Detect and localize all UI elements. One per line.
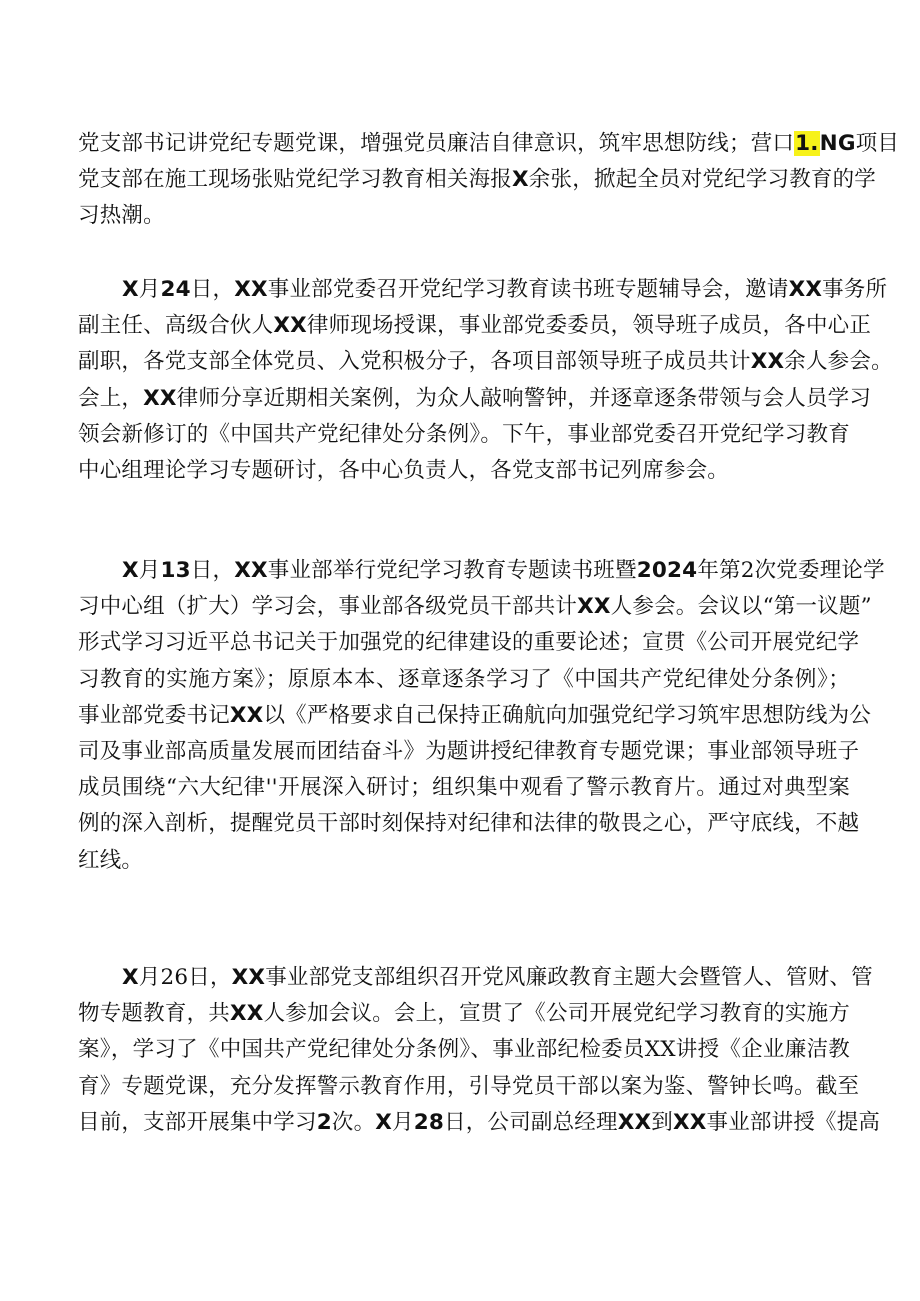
paragraph-2	[78, 272, 893, 489]
text-line: 习中心组（扩大）学习会，事业部各级党员干部共计XX人参会。会议以“第一议题”	[78, 594, 872, 620]
text-line: 副主任、高级合伙人XX律师现场授课，事业部党委委员，领导班子成员，各中心正	[78, 313, 872, 339]
paragraph-3	[78, 553, 885, 879]
text-line: 习教育的实施方案》；原原本本、逐章逐条学习了《中国共产党纪律处分条例》；	[78, 666, 850, 692]
text-line: 习热潮。	[78, 203, 165, 229]
text-line: X月13日，XX事业部举行党纪学习教育专题读书班暨2024年第2次党委理论学	[122, 558, 885, 583]
text-line: 育》专题党课，充分发挥警示教育作用，引导党员干部以案为鉴、警钟长鸣。截至	[78, 1073, 860, 1099]
text-line: 司及事业部高质量发展而团结奋斗》为题讲授纪律教育专题党课；事业部领导班子	[78, 739, 860, 765]
text-line: X月26日，XX事业部党支部组织召开党风廉政教育主题大会暨管人、管财、管	[122, 965, 873, 990]
text-line: 物专题教育，共XX人参加会议。会上，宣贯了《公司开展党纪学习教育的实施方	[78, 1001, 850, 1027]
text-line: 副职，各党支部全体党员、入党积极分子，各项目部领导班子成员共计XX余人参会。	[78, 349, 893, 375]
paragraph-1	[78, 126, 900, 235]
text-line: 中心组理论学习专题研讨，各中心负责人，各党支部书记列席参会。	[78, 458, 730, 484]
text-line: 红线。	[78, 847, 144, 873]
text-line: X月24日，XX事业部党委召开党纪学习教育读书班专题辅导会，邀请XX事务所	[122, 277, 888, 302]
text-line: 目前，支部开展集中学习2次。X月28日，公司副总经理XX到XX事业部讲授《提高	[78, 1109, 881, 1135]
text-line: 案》，学习了《中国共产党纪律处分条例》、事业部纪检委员XX讲授《企业廉洁教	[78, 1037, 850, 1063]
text-line: 成员围绕“六大纪律''开展深入研讨；组织集中观看了警示教育片。通过对典型案	[78, 775, 850, 801]
text-line: 会上，XX律师分享近期相关案例，为众人敲响警钟，并逐章逐条带领与会人员学习	[78, 385, 872, 411]
text-line: 形式学习习近平总书记关于加强党的纪律建设的重要论述；宣贯《公司开展党纪学	[78, 630, 860, 656]
text-line: 事业部党委书记XX以《严格要求自己保持正确航向加强党纪学习筑牢思想防线为公	[78, 702, 872, 728]
text-line: 领会新修订的《中国共产党纪律处分条例》。下午，事业部党委召开党纪学习教育	[78, 421, 850, 447]
highlighted-text: 1.	[795, 131, 819, 156]
text-line: 党支部书记讲党纪专题党课，增强党员廉洁自律意识，筑牢思想防线；营口1.NG项目	[78, 131, 900, 156]
text-line: 例的深入剖析，提醒党员干部时刻保持对纪律和法律的敬畏之心，严守底线，不越	[78, 811, 860, 837]
paragraph-4	[78, 960, 881, 1141]
text-line: 党支部在施工现场张贴党纪学习教育相关海报X余张，掀起全员对党纪学习教育的学	[78, 167, 876, 193]
